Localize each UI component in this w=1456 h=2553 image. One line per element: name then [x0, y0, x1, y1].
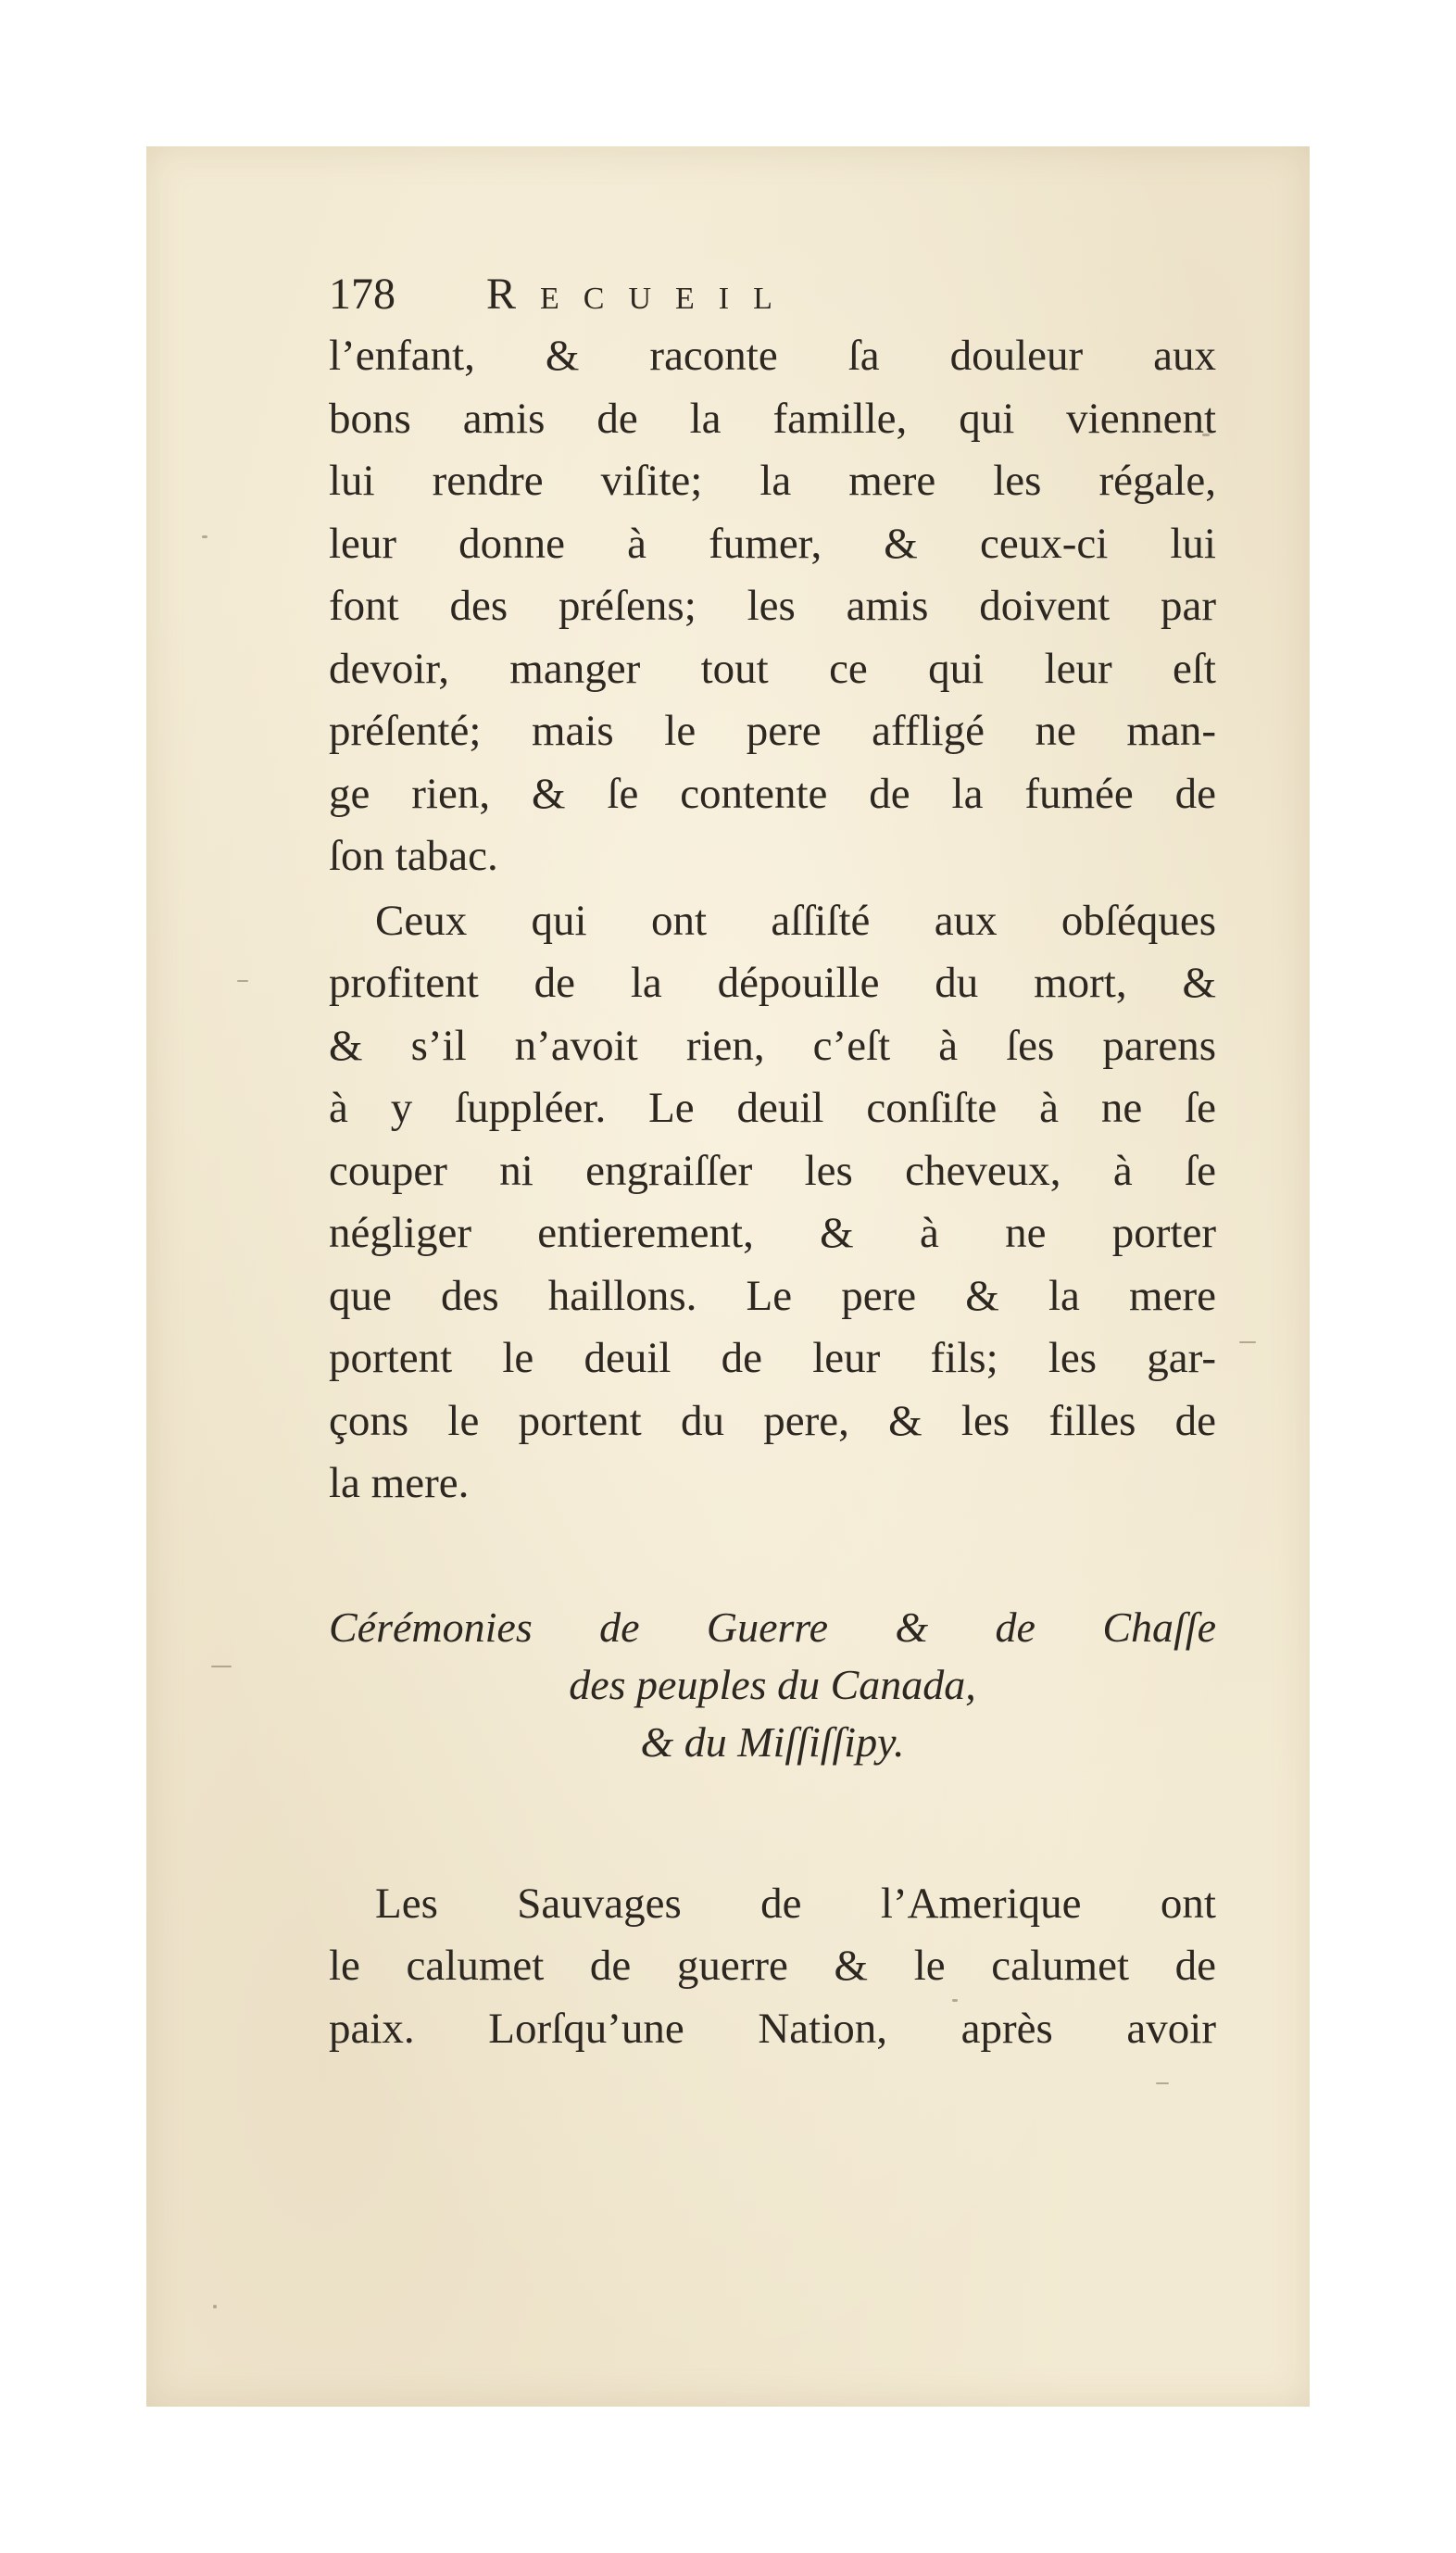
text-line: portent le deuil de leur fils; les gar-	[329, 1334, 1216, 1382]
text-line: préſenté; mais le pere affligé ne man-	[329, 707, 1216, 755]
text-line: bons amis de la famille, qui viennent	[329, 394, 1216, 443]
heading-line: des peuples du Canada,	[569, 1660, 976, 1708]
text-line: ge rien, & ſe contente de la fumée de	[329, 769, 1216, 818]
text-line: paix. Lorſqu’une Nation, après avoir	[329, 2004, 1216, 2053]
text-line: à y ſuppléer. Le deuil conſiſte à ne ſe	[329, 1084, 1216, 1132]
text-line: Les Sauvages de l’Amerique ont	[375, 1879, 1216, 1928]
text-line: devoir, manger tout ce qui leur eſt	[329, 644, 1216, 693]
text-line: négliger entierement, & à ne porter	[329, 1209, 1216, 1257]
text-line: ſon tabac.	[329, 832, 498, 880]
text-line: la mere.	[329, 1459, 470, 1507]
text-line: Ceux qui ont aſſiſté aux obſéques	[375, 896, 1216, 945]
text-line: çons le portent du pere, & les filles de	[329, 1396, 1216, 1445]
running-title: Recueil	[486, 270, 797, 319]
heading-line: & du Miſſiſſipy.	[640, 1717, 905, 1766]
paragraph-calumet	[329, 1873, 1216, 2061]
paper-speck	[1156, 2082, 1169, 2084]
section-heading	[329, 1599, 1216, 1771]
page-text	[329, 264, 1216, 2060]
paper-speck	[237, 980, 248, 982]
text-line: profitent de la dépouille du mort, &	[329, 959, 1216, 1007]
paper-speck	[202, 535, 207, 538]
text-line: couper ni engraiſſer les cheveux, à ſe	[329, 1146, 1216, 1195]
paragraph-mourning-visits	[329, 325, 1216, 888]
text-line: font des préſens; les amis doivent par	[329, 582, 1216, 630]
text-line: leur donne à fumer, & ceux-ci lui	[329, 519, 1216, 568]
text-line: que des haillons. Le pere & la mere	[329, 1271, 1216, 1320]
page-number: 178	[329, 270, 395, 319]
text-line: lui rendre viſite; la mere les régale,	[329, 457, 1216, 505]
running-head	[329, 264, 1216, 325]
text-line: le calumet de guerre & le calumet de	[329, 1942, 1216, 1990]
paragraph-mourning-customs	[329, 890, 1216, 1515]
text-line: l’enfant, & raconte ſa douleur aux	[329, 332, 1216, 380]
text-line: & s’il n’avoit rien, c’eſt à ſes parens	[329, 1021, 1216, 1070]
paper-speck	[1239, 1341, 1256, 1343]
paper-speck	[213, 2305, 217, 2308]
paper-speck	[211, 1666, 232, 1667]
heading-line: Cérémonies de Guerre & de Chaſſe	[329, 1603, 1216, 1651]
